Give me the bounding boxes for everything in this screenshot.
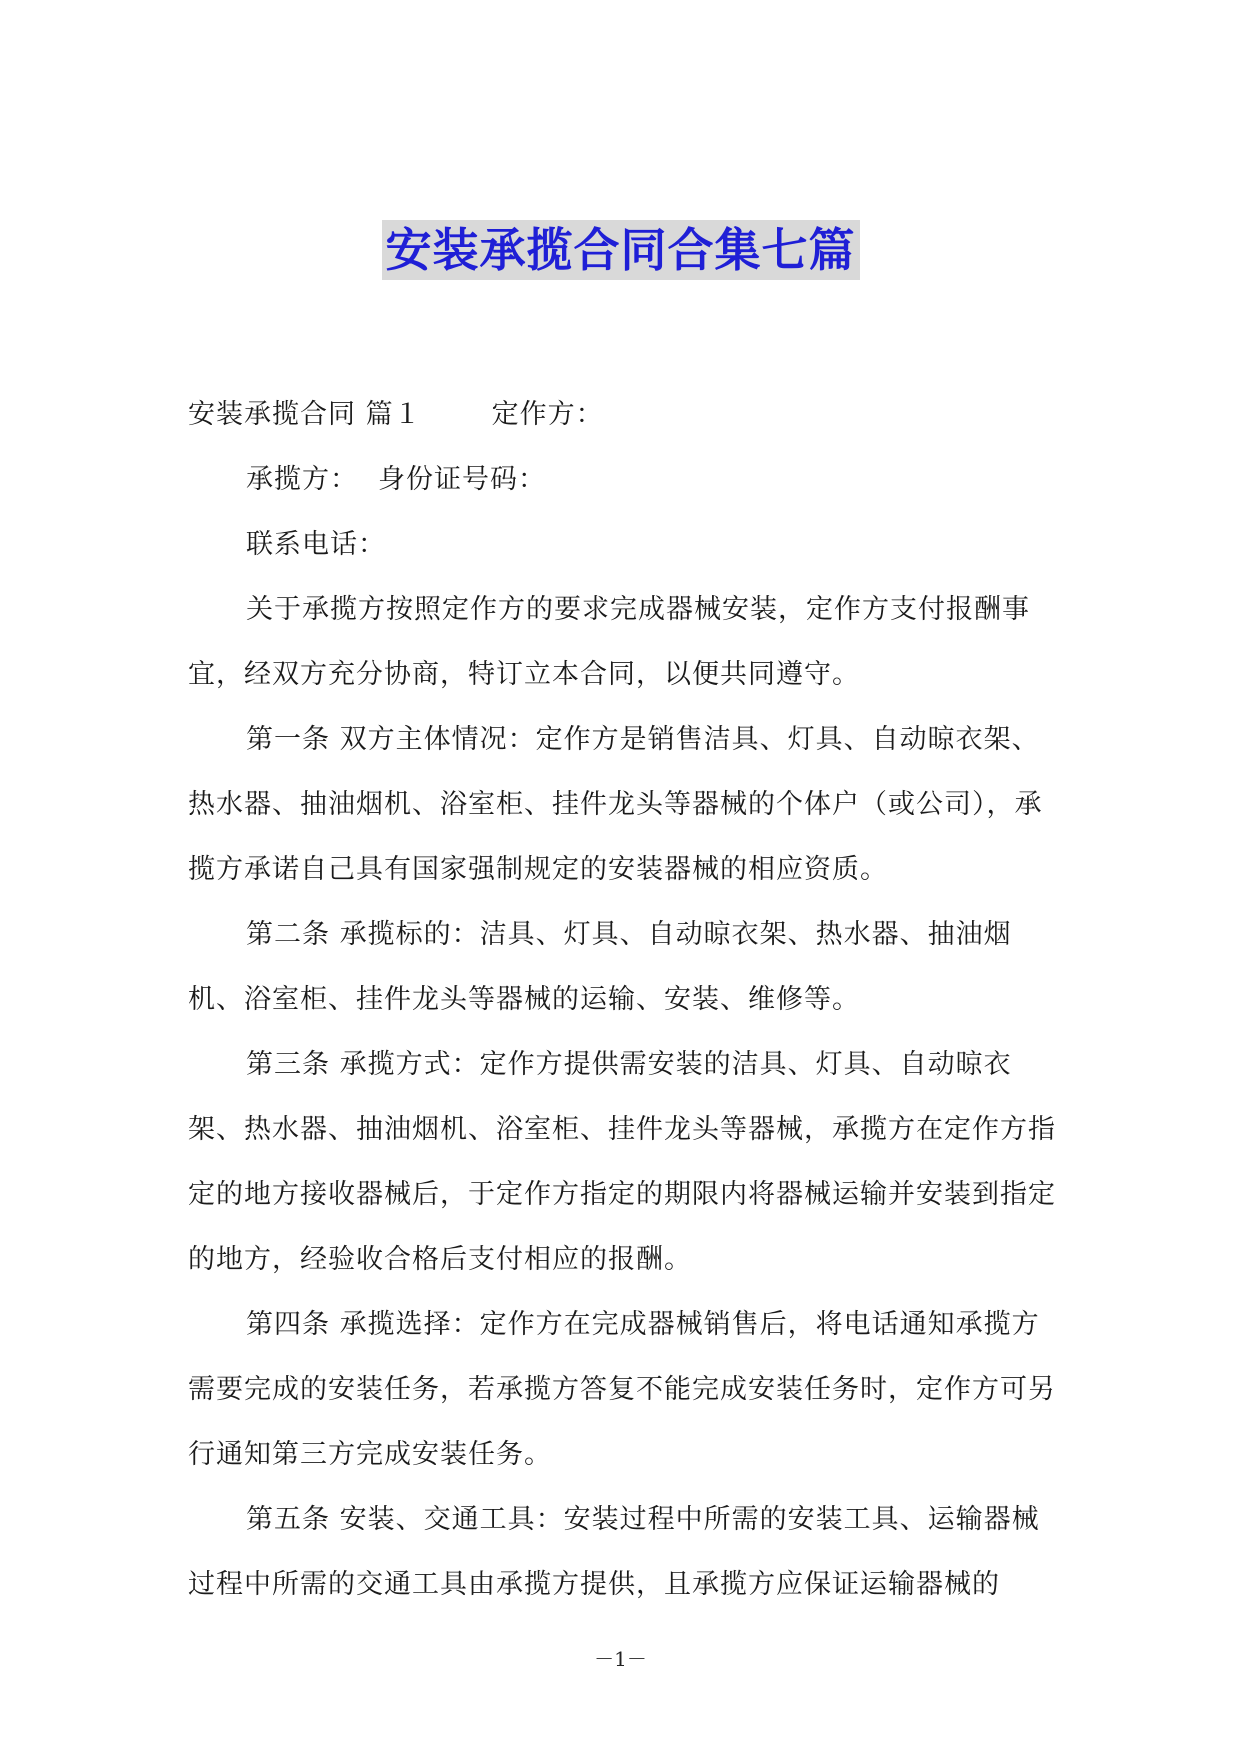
contractor-label: 承揽方： bbox=[246, 464, 358, 495]
phone-line: 联系电话： bbox=[246, 529, 386, 560]
commissioning-party-label: 定作方： bbox=[491, 399, 604, 430]
contractor-line bbox=[188, 447, 1058, 512]
document-title: 安装承揽合同合集七篇 bbox=[382, 220, 860, 280]
id-number-label: 身份证号码： bbox=[378, 464, 546, 495]
paragraph-article-4: 第四条 承揽选择：定作方在完成器械销售后，将电话通知承揽方需要完成的安装任务，若承揽方答复不能完成安装任务时，定作方可另行通知第三方完成安装任务。 bbox=[188, 1309, 1056, 1470]
paragraph-article-1: 第一条 双方主体情况：定作方是销售洁具、灯具、自动晾衣架、热水器、抽油烟机、浴室柜、挂件龙头等器械的个体户（或公司），承揽方承诺自己具有国家强制规定的安装器械的相应资质。 bbox=[188, 724, 1043, 885]
page-number: －1－ bbox=[594, 1647, 647, 1671]
paragraph-article-3: 第三条 承揽方式：定作方提供需安装的洁具、灯具、自动晾衣架、热水器、抽油烟机、浴室柜、挂件龙头等器械，承揽方在定作方指定的地方接收器械后，于定作方指定的期限内将器械运输并安装到指定的地方，经验收合格后支付相应的报酬。 bbox=[188, 1049, 1056, 1275]
title-container bbox=[0, 220, 1241, 280]
header-line bbox=[188, 382, 1058, 447]
paragraph-article-5: 第五条 安装、交通工具：安装过程中所需的安装工具、运输器械过程中所需的交通工具由承揽方提供，且承揽方应保证运输器械的 bbox=[188, 1504, 1040, 1600]
contract-heading: 安装承揽合同 篇１ bbox=[188, 399, 422, 430]
document-body bbox=[188, 382, 1058, 1617]
paragraph-article-2: 第二条 承揽标的：洁具、灯具、自动晾衣架、热水器、抽油烟机、浴室柜、挂件龙头等器械的运输、安装、维修等。 bbox=[188, 919, 1012, 1015]
paragraph-intro: 关于承揽方按照定作方的要求完成器械安装，定作方支付报酬事宜，经双方充分协商，特订立本合同，以便共同遵守。 bbox=[188, 594, 1030, 690]
